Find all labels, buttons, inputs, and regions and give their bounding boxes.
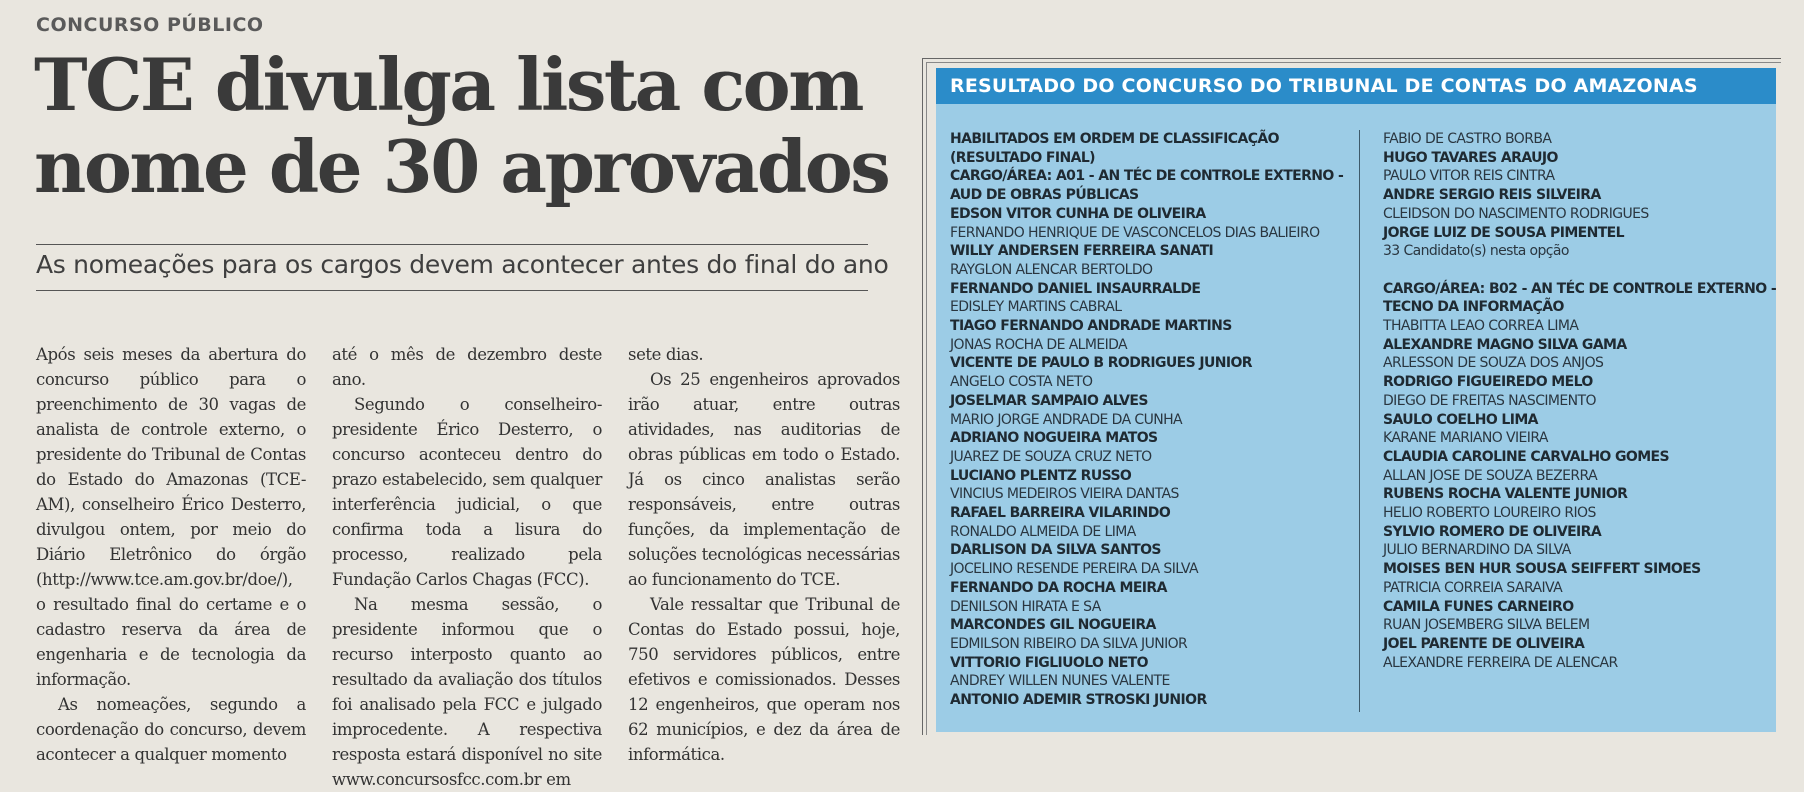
article-paragraph: Segundo o conselheiro-presidente Érico Desterro, o concurso aconteceu dentro do prazo estabelecido, sem qualquer interferência judicial, o que confirma toda a lisura do processo, realizado pela Fundação Carlos Chagas (FCC).: [332, 395, 602, 589]
list-item: THABITTA LEAO CORREA LIMA: [1383, 318, 1579, 335]
list-item-bold: JOSELMAR SAMPAIO ALVES: [950, 392, 1148, 409]
headline-line-1: TCE divulga lista com: [34, 42, 862, 127]
list-item: ANDREY WILLEN NUNES VALENTE: [950, 673, 1170, 690]
list-item: EDISLEY MARTINS CABRAL: [950, 299, 1122, 316]
list-item-bold: AUD DE OBRAS PÚBLICAS: [950, 187, 1139, 204]
list-item-bold: EDSON VITOR CUNHA DE OLIVEIRA: [950, 205, 1206, 222]
list-item-bold: RAFAEL BARREIRA VILARINDO: [950, 505, 1171, 522]
list-item: JULIO BERNARDINO DA SILVA: [1383, 542, 1571, 559]
list-item-bold: VITTORIO FIGLIUOLO NETO: [950, 654, 1148, 671]
list-item-bold: TECNO DA INFORMAÇÃO: [1383, 299, 1564, 316]
list-item: RONALDO ALMEIDA DE LIMA: [950, 523, 1136, 540]
list-item-bold: FERNANDO DA ROCHA MEIRA: [950, 579, 1167, 596]
list-item: FABIO DE CASTRO BORBA: [1383, 131, 1552, 147]
list-item: JUAREZ DE SOUZA CRUZ NETO: [950, 448, 1152, 465]
list-item-bold: VICENTE DE PAULO B RODRIGUES JUNIOR: [950, 355, 1252, 372]
list-item: FERNANDO HENRIQUE DE VASCONCELOS DIAS BALIEIRO: [950, 224, 1320, 241]
list-item: 33 Candidato(s) nesta opção: [1383, 243, 1569, 260]
list-item-bold: CLAUDIA CAROLINE CARVALHO GOMES: [1383, 448, 1669, 465]
article-column-2: [332, 342, 602, 792]
list-item: RAYGLON ALENCAR BERTOLDO: [950, 261, 1153, 278]
list-item-bold: LUCIANO PLENTZ RUSSO: [950, 467, 1132, 484]
article-paragraph: Após seis meses da abertura do concurso público para o preenchimento de 30 vagas de analista de controle externo, o presidente do Tribunal de Contas do Estado do Amazonas (TCE-AM), conselheiro Érico Desterro, divulgou ontem, por meio do Diário Eletrônico do órgão (http://www.tce.am.gov.br/doe/), o resultado final do certame e o cadastro reserva da área de engenharia e de tecnologia da informação.: [36, 345, 306, 689]
list-item-bold: ANDRE SERGIO REIS SILVEIRA: [1383, 187, 1601, 204]
list-item-bold: FERNANDO DANIEL INSAURRALDE: [950, 280, 1201, 297]
list-item-bold: (RESULTADO FINAL): [950, 149, 1095, 166]
list-item: MARIO JORGE ANDRADE DA CUNHA: [950, 411, 1183, 428]
list-item-bold: JOEL PARENTE DE OLIVEIRA: [1383, 635, 1585, 652]
list-item-bold: RODRIGO FIGUEIREDO MELO: [1383, 374, 1593, 391]
headline: [34, 44, 914, 208]
article-column-1: [36, 342, 306, 767]
list-item-bold: HUGO TAVARES ARAUJO: [1383, 149, 1558, 166]
section-kicker: CONCURSO PÚBLICO: [36, 14, 264, 36]
list-item-bold: WILLY ANDERSEN FERREIRA SANATI: [950, 243, 1214, 260]
list-item-bold: HABILITADOS EM ORDEM DE CLASSIFICAÇÃO: [950, 131, 1279, 147]
article-paragraph: Na mesma sessão, o presidente informou que o recurso interposto quanto ao resultado da avaliação dos títulos foi analisado pela FCC e julgado improcedente. A respectiva resposta estará disponível no site www.concursosfcc.com.br em: [332, 595, 602, 789]
list-item-bold: MARCONDES GIL NOGUEIRA: [950, 617, 1156, 634]
list-item-bold: ANTONIO ADEMIR STROSKI JUNIOR: [950, 692, 1207, 709]
article-column-3: [628, 342, 900, 767]
list-item: ANGELO COSTA NETO: [950, 374, 1093, 391]
list-item-bold: CARGO/ÁREA: A01 - AN TÉC DE CONTROLE EXTERNO -: [950, 168, 1344, 185]
list-item: KARANE MARIANO VIEIRA: [1383, 430, 1548, 447]
headline-line-2: nome de 30 aprovados: [34, 124, 889, 209]
list-item: CLEIDSON DO NASCIMENTO RODRIGUES: [1383, 205, 1649, 222]
list-item: EDMILSON RIBEIRO DA SILVA JUNIOR: [950, 635, 1188, 652]
list-item: RUAN JOSEMBERG SILVA BELEM: [1383, 617, 1590, 634]
list-item-bold: TIAGO FERNANDO ANDRADE MARTINS: [950, 318, 1232, 335]
list-spacer: [1383, 261, 1773, 280]
subhead-bottom-rule: [36, 290, 868, 291]
article-paragraph: até o mês de dezembro deste ano.: [332, 345, 602, 389]
results-box-header: [936, 68, 1776, 104]
list-item: PATRICIA CORREIA SARAIVA: [1383, 579, 1563, 596]
list-item-bold: ALEXANDRE MAGNO SILVA GAMA: [1383, 336, 1627, 353]
results-box: [936, 68, 1776, 732]
list-item-bold: MOISES BEN HUR SOUSA SEIFFERT SIMOES: [1383, 561, 1701, 578]
list-item-bold: CARGO/ÁREA: B02 - AN TÉC DE CONTROLE EXTERNO -: [1383, 280, 1777, 297]
list-item: PAULO VITOR REIS CINTRA: [1383, 168, 1555, 185]
article-paragraph: sete dias.: [628, 345, 704, 364]
column-divider: [1359, 130, 1360, 712]
subhead: As nomeações para os cargos devem acontecer antes do final do ano: [36, 250, 889, 279]
list-item-bold: SYLVIO ROMERO DE OLIVEIRA: [1383, 523, 1602, 540]
list-item-bold: SAULO COELHO LIMA: [1383, 411, 1538, 428]
list-item: DIEGO DE FREITAS NASCIMENTO: [1383, 392, 1596, 409]
list-item-bold: CAMILA FUNES CARNEIRO: [1383, 598, 1574, 615]
list-item: DENILSON HIRATA E SA: [950, 598, 1101, 615]
list-item-bold: JORGE LUIZ DE SOUSA PIMENTEL: [1383, 224, 1624, 241]
results-list-right: [1383, 130, 1777, 672]
results-box-title: RESULTADO DO CONCURSO DO TRIBUNAL DE CONTAS DO AMAZONAS: [950, 75, 1698, 97]
list-item: JOCELINO RESENDE PEREIRA DA SILVA: [950, 561, 1198, 578]
list-item: ALEXANDRE FERREIRA DE ALENCAR: [1383, 654, 1618, 671]
list-item: HELIO ROBERTO LOUREIRO RIOS: [1383, 505, 1596, 522]
results-list-left: [950, 130, 1355, 710]
list-item-bold: DARLISON DA SILVA SANTOS: [950, 542, 1161, 559]
article-paragraph: Vale ressaltar que Tribunal de Contas do Estado possui, hoje, 750 servidores públicos, entre efetivos e comissionados. Desses 12 engenheiros, que operam nos 62 municípios, e dez da área de informática.: [628, 595, 900, 764]
list-item-bold: RUBENS ROCHA VALENTE JUNIOR: [1383, 486, 1628, 503]
subhead-top-rule: [36, 244, 868, 245]
list-item: ARLESSON DE SOUZA DOS ANJOS: [1383, 355, 1604, 372]
list-item: JONAS ROCHA DE ALMEIDA: [950, 336, 1128, 353]
list-item: VINCIUS MEDEIROS VIEIRA DANTAS: [950, 486, 1179, 503]
article-paragraph: Os 25 engenheiros aprovados irão atuar, entre outras atividades, nas auditorias de obras públicas em todo o Estado. Já os cinco analistas serão responsáveis, entre outras funções, da implementação de soluções tecnológicas necessárias ao funcionamento do TCE.: [628, 370, 900, 589]
list-item: ALLAN JOSE DE SOUZA BEZERRA: [1383, 467, 1598, 484]
article-paragraph: As nomeações, segundo a coordenação do concurso, devem acontecer a qualquer momento: [36, 695, 306, 764]
list-item-bold: ADRIANO NOGUEIRA MATOS: [950, 430, 1158, 447]
